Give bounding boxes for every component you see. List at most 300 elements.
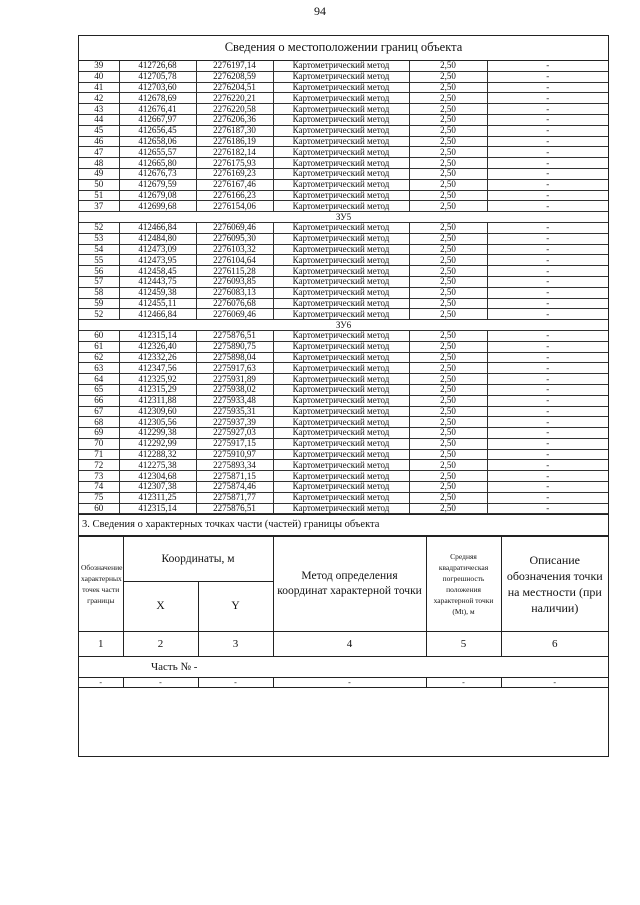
coord-y: 2275890,75	[196, 341, 273, 352]
coord-x: 412315,14	[119, 330, 196, 341]
accuracy: 2,50	[409, 82, 487, 93]
header-coordinates: Координаты, м	[123, 537, 273, 582]
coord-x: 412275,38	[119, 460, 196, 471]
coord-y: 2275931,89	[196, 374, 273, 385]
point-number: 59	[79, 298, 119, 309]
table-row	[79, 266, 608, 277]
coord-x: 412309,60	[119, 406, 196, 417]
table-row	[79, 147, 608, 158]
coord-x: 412455,11	[119, 298, 196, 309]
point-number: 57	[79, 276, 119, 287]
table-row	[79, 71, 608, 82]
description: -	[487, 503, 608, 514]
table-row	[79, 492, 608, 503]
point-number: 47	[79, 147, 119, 158]
accuracy: 2,50	[409, 482, 487, 493]
method: Картометрический метод	[273, 482, 409, 493]
coord-x: 412292,99	[119, 438, 196, 449]
accuracy: 2,50	[409, 352, 487, 363]
description: -	[487, 276, 608, 287]
accuracy: 2,50	[409, 168, 487, 179]
table-row	[79, 222, 608, 233]
accuracy: 2,50	[409, 492, 487, 503]
coord-x: 412703,60	[119, 82, 196, 93]
method: Картометрический метод	[273, 492, 409, 503]
table-row	[79, 341, 608, 352]
description: -	[487, 179, 608, 190]
coord-y: 2275938,02	[196, 384, 273, 395]
accuracy: 2,50	[409, 330, 487, 341]
point-number: 39	[79, 61, 119, 71]
description: -	[487, 352, 608, 363]
coord-y: 2275935,31	[196, 406, 273, 417]
table-row	[79, 244, 608, 255]
description: -	[487, 417, 608, 428]
table-row	[79, 417, 608, 428]
boundary-document	[78, 35, 609, 757]
coord-y: 2276175,93	[196, 158, 273, 169]
accuracy: 2,50	[409, 233, 487, 244]
header-description: Описание обозначения точки на местности (при наличии)	[501, 537, 608, 632]
coord-x: 412307,38	[119, 482, 196, 493]
section3-title: 3. Сведения о характерных точках части (частей) границы объекта	[79, 514, 608, 536]
point-number: 53	[79, 233, 119, 244]
table-row	[79, 82, 608, 93]
coord-y: 2276166,23	[196, 190, 273, 201]
description: -	[487, 395, 608, 406]
accuracy: 2,50	[409, 298, 487, 309]
coord-x: 412658,06	[119, 136, 196, 147]
accuracy: 2,50	[409, 147, 487, 158]
point-number: 54	[79, 244, 119, 255]
point-number: 44	[79, 114, 119, 125]
point-number: 43	[79, 104, 119, 115]
coord-y: 2276083,13	[196, 287, 273, 298]
part-points-table	[79, 536, 608, 688]
point-number: 61	[79, 341, 119, 352]
point-number: 71	[79, 449, 119, 460]
point-number: 49	[79, 168, 119, 179]
coord-y: 2276182,14	[196, 147, 273, 158]
coord-y: 2275876,51	[196, 330, 273, 341]
coord-x: 412347,56	[119, 363, 196, 374]
table-row	[79, 395, 608, 406]
description: -	[487, 428, 608, 439]
method: Картометрический метод	[273, 104, 409, 115]
coord-x: 412655,57	[119, 147, 196, 158]
coord-y: 2276069,46	[196, 309, 273, 320]
accuracy: 2,50	[409, 244, 487, 255]
description: -	[487, 125, 608, 136]
accuracy: 2,50	[409, 503, 487, 514]
coord-y: 2276187,30	[196, 125, 273, 136]
point-number: 72	[79, 460, 119, 471]
coord-y: 2275874,46	[196, 482, 273, 493]
accuracy: 2,50	[409, 309, 487, 320]
point-number: 69	[79, 428, 119, 439]
description: -	[487, 93, 608, 104]
header-point-designation: Обозначение характерных точек части границы	[79, 537, 123, 632]
coord-x: 412473,09	[119, 244, 196, 255]
accuracy: 2,50	[409, 428, 487, 439]
description: -	[487, 438, 608, 449]
table-row	[79, 93, 608, 104]
description: -	[487, 384, 608, 395]
point-number: 51	[79, 190, 119, 201]
coord-x: 412311,25	[119, 492, 196, 503]
description: -	[487, 374, 608, 385]
description: -	[487, 114, 608, 125]
coord-y: 2275871,15	[196, 471, 273, 482]
page-number: 94	[314, 4, 326, 18]
method: Картометрический метод	[273, 125, 409, 136]
coord-y: 2276208,59	[196, 71, 273, 82]
accuracy: 2,50	[409, 406, 487, 417]
coord-x: 412656,45	[119, 125, 196, 136]
coord-y: 2275898,04	[196, 352, 273, 363]
coord-x: 412311,88	[119, 395, 196, 406]
method: Картометрический метод	[273, 406, 409, 417]
point-number: 60	[79, 503, 119, 514]
description: -	[487, 471, 608, 482]
table-row	[79, 352, 608, 363]
table-row	[79, 309, 608, 320]
coord-x: 412676,41	[119, 104, 196, 115]
description: -	[487, 460, 608, 471]
method: Картометрический метод	[273, 276, 409, 287]
accuracy: 2,50	[409, 363, 487, 374]
description: -	[487, 449, 608, 460]
method: Картометрический метод	[273, 352, 409, 363]
method: Картометрический метод	[273, 471, 409, 482]
point-number: 75	[79, 492, 119, 503]
coord-y: 2276154,06	[196, 201, 273, 212]
description: -	[487, 136, 608, 147]
description: -	[487, 147, 608, 158]
point-number: 70	[79, 438, 119, 449]
coord-y: 2276220,58	[196, 104, 273, 115]
coord-x: 412726,68	[119, 61, 196, 71]
coord-y: 2276115,28	[196, 266, 273, 277]
accuracy: 2,50	[409, 287, 487, 298]
col-number: 2	[123, 632, 198, 657]
accuracy: 2,50	[409, 384, 487, 395]
point-number: 66	[79, 395, 119, 406]
coord-y: 2276206,36	[196, 114, 273, 125]
coord-x: 412458,45	[119, 266, 196, 277]
point-number: 58	[79, 287, 119, 298]
table-row	[79, 482, 608, 493]
coord-x: 412473,95	[119, 255, 196, 266]
coord-x: 412299,38	[119, 428, 196, 439]
accuracy: 2,50	[409, 374, 487, 385]
description: -	[487, 255, 608, 266]
table-row	[79, 406, 608, 417]
method: Картометрический метод	[273, 438, 409, 449]
table-row	[79, 255, 608, 266]
description: -	[487, 309, 608, 320]
col-number: 4	[273, 632, 426, 657]
method: Картометрический метод	[273, 179, 409, 190]
method: Картометрический метод	[273, 395, 409, 406]
coord-y: 2276069,46	[196, 222, 273, 233]
coord-y: 2275871,77	[196, 492, 273, 503]
method: Картометрический метод	[273, 222, 409, 233]
description: -	[487, 330, 608, 341]
coord-y: 2276167,46	[196, 179, 273, 190]
coord-y: 2276076,68	[196, 298, 273, 309]
coord-y: 2276104,64	[196, 255, 273, 266]
method: Картометрический метод	[273, 168, 409, 179]
description: -	[487, 266, 608, 277]
coord-x: 412665,80	[119, 158, 196, 169]
parcel-label: ЗУ6	[79, 320, 608, 331]
table-row	[79, 104, 608, 115]
table-row	[79, 233, 608, 244]
coord-x: 412443,75	[119, 276, 196, 287]
coord-y: 2275927,03	[196, 428, 273, 439]
parcel-header-row	[79, 320, 608, 331]
description: -	[487, 244, 608, 255]
point-number: 74	[79, 482, 119, 493]
header-accuracy: Средняя квадратическая погрешность положения характерной точки (Mt), м	[426, 537, 501, 632]
method: Картометрический метод	[273, 384, 409, 395]
accuracy: 2,50	[409, 158, 487, 169]
method: Картометрический метод	[273, 503, 409, 514]
method: Картометрический метод	[273, 147, 409, 158]
col-number: 6	[501, 632, 608, 657]
coord-x: 412288,32	[119, 449, 196, 460]
empty-cell: -	[198, 678, 273, 688]
accuracy: 2,50	[409, 341, 487, 352]
coord-y: 2275933,48	[196, 395, 273, 406]
col-number: 5	[426, 632, 501, 657]
table-row	[79, 276, 608, 287]
description: -	[487, 158, 608, 169]
table-row	[79, 384, 608, 395]
table-row	[79, 449, 608, 460]
point-number: 40	[79, 71, 119, 82]
method: Картометрический метод	[273, 233, 409, 244]
table-row	[79, 136, 608, 147]
method: Картометрический метод	[273, 309, 409, 320]
accuracy: 2,50	[409, 266, 487, 277]
point-number: 73	[79, 471, 119, 482]
table-row	[79, 374, 608, 385]
header-x: X	[123, 582, 198, 632]
part-label: Часть № -	[79, 657, 608, 678]
coord-x: 412678,69	[119, 93, 196, 104]
accuracy: 2,50	[409, 276, 487, 287]
description: -	[487, 341, 608, 352]
points-table	[79, 61, 608, 514]
coord-y: 2276186,19	[196, 136, 273, 147]
table-row	[79, 61, 608, 71]
parcel-header-row	[79, 212, 608, 223]
accuracy: 2,50	[409, 93, 487, 104]
accuracy: 2,50	[409, 438, 487, 449]
point-number: 65	[79, 384, 119, 395]
coord-y: 2275917,63	[196, 363, 273, 374]
method: Картометрический метод	[273, 287, 409, 298]
point-number: 67	[79, 406, 119, 417]
method: Картометрический метод	[273, 61, 409, 71]
coord-x: 412705,78	[119, 71, 196, 82]
method: Картометрический метод	[273, 417, 409, 428]
table-row	[79, 179, 608, 190]
point-number: 41	[79, 82, 119, 93]
coord-y: 2276103,32	[196, 244, 273, 255]
description: -	[487, 233, 608, 244]
coord-x: 412667,97	[119, 114, 196, 125]
empty-cell: -	[501, 678, 608, 688]
coord-x: 412466,84	[119, 222, 196, 233]
description: -	[487, 298, 608, 309]
method: Картометрический метод	[273, 266, 409, 277]
accuracy: 2,50	[409, 125, 487, 136]
description: -	[487, 104, 608, 115]
accuracy: 2,50	[409, 201, 487, 212]
method: Картометрический метод	[273, 428, 409, 439]
description: -	[487, 168, 608, 179]
point-number: 64	[79, 374, 119, 385]
coord-x: 412466,84	[119, 309, 196, 320]
accuracy: 2,50	[409, 417, 487, 428]
section-title: Сведения о местоположении границ объекта	[79, 36, 608, 61]
method: Картометрический метод	[273, 82, 409, 93]
point-number: 68	[79, 417, 119, 428]
description: -	[487, 82, 608, 93]
table-row	[79, 503, 608, 514]
point-number: 45	[79, 125, 119, 136]
coord-y: 2276093,85	[196, 276, 273, 287]
header-method: Метод определения координат характерной точки	[273, 537, 426, 632]
point-number: 52	[79, 309, 119, 320]
table-row	[79, 125, 608, 136]
accuracy: 2,50	[409, 449, 487, 460]
accuracy: 2,50	[409, 104, 487, 115]
col-number: 3	[198, 632, 273, 657]
coord-x: 412484,80	[119, 233, 196, 244]
table-row	[79, 438, 608, 449]
point-number: 56	[79, 266, 119, 277]
table-row	[79, 168, 608, 179]
method: Картометрический метод	[273, 158, 409, 169]
accuracy: 2,50	[409, 114, 487, 125]
coord-y: 2275917,15	[196, 438, 273, 449]
col-number: 1	[79, 632, 123, 657]
coord-x: 412326,40	[119, 341, 196, 352]
accuracy: 2,50	[409, 222, 487, 233]
point-number: 37	[79, 201, 119, 212]
accuracy: 2,50	[409, 255, 487, 266]
method: Картометрический метод	[273, 201, 409, 212]
header-y: Y	[198, 582, 273, 632]
empty-cell: -	[426, 678, 501, 688]
description: -	[487, 190, 608, 201]
method: Картометрический метод	[273, 330, 409, 341]
coord-x: 412315,29	[119, 384, 196, 395]
coord-x: 412699,68	[119, 201, 196, 212]
coord-y: 2275893,34	[196, 460, 273, 471]
empty-cell: -	[273, 678, 426, 688]
table-row	[79, 363, 608, 374]
accuracy: 2,50	[409, 71, 487, 82]
description: -	[487, 71, 608, 82]
accuracy: 2,50	[409, 471, 487, 482]
point-number: 52	[79, 222, 119, 233]
coord-y: 2276197,14	[196, 61, 273, 71]
coord-y: 2276169,23	[196, 168, 273, 179]
point-number: 46	[79, 136, 119, 147]
method: Картометрический метод	[273, 93, 409, 104]
coord-x: 412332,26	[119, 352, 196, 363]
point-number: 42	[79, 93, 119, 104]
point-number: 63	[79, 363, 119, 374]
point-number: 50	[79, 179, 119, 190]
coord-y: 2276220,21	[196, 93, 273, 104]
empty-cell: -	[123, 678, 198, 688]
accuracy: 2,50	[409, 460, 487, 471]
description: -	[487, 222, 608, 233]
description: -	[487, 363, 608, 374]
coord-y: 2275910,97	[196, 449, 273, 460]
table-row	[79, 460, 608, 471]
method: Картометрический метод	[273, 190, 409, 201]
description: -	[487, 287, 608, 298]
coord-x: 412679,08	[119, 190, 196, 201]
table-row	[79, 190, 608, 201]
coord-y: 2276095,30	[196, 233, 273, 244]
table-row	[79, 471, 608, 482]
description: -	[487, 406, 608, 417]
coord-x: 412676,73	[119, 168, 196, 179]
coord-x: 412315,14	[119, 503, 196, 514]
method: Картометрический метод	[273, 114, 409, 125]
method: Картометрический метод	[273, 363, 409, 374]
table-row	[79, 330, 608, 341]
table-row	[79, 158, 608, 169]
point-number: 62	[79, 352, 119, 363]
table-row	[79, 114, 608, 125]
accuracy: 2,50	[409, 395, 487, 406]
parcel-label: ЗУ5	[79, 212, 608, 223]
table-row	[79, 287, 608, 298]
table-row	[79, 428, 608, 439]
coord-y: 2275876,51	[196, 503, 273, 514]
point-number: 60	[79, 330, 119, 341]
method: Картометрический метод	[273, 341, 409, 352]
coord-x: 412305,56	[119, 417, 196, 428]
description: -	[487, 61, 608, 71]
method: Картометрический метод	[273, 374, 409, 385]
point-number: 55	[79, 255, 119, 266]
description: -	[487, 482, 608, 493]
accuracy: 2,50	[409, 136, 487, 147]
point-number: 48	[79, 158, 119, 169]
description: -	[487, 492, 608, 503]
method: Картометрический метод	[273, 244, 409, 255]
method: Картометрический метод	[273, 255, 409, 266]
method: Картометрический метод	[273, 136, 409, 147]
table-row	[79, 201, 608, 212]
accuracy: 2,50	[409, 190, 487, 201]
coord-x: 412325,92	[119, 374, 196, 385]
description: -	[487, 201, 608, 212]
accuracy: 2,50	[409, 179, 487, 190]
coord-x: 412459,38	[119, 287, 196, 298]
method: Картометрический метод	[273, 460, 409, 471]
